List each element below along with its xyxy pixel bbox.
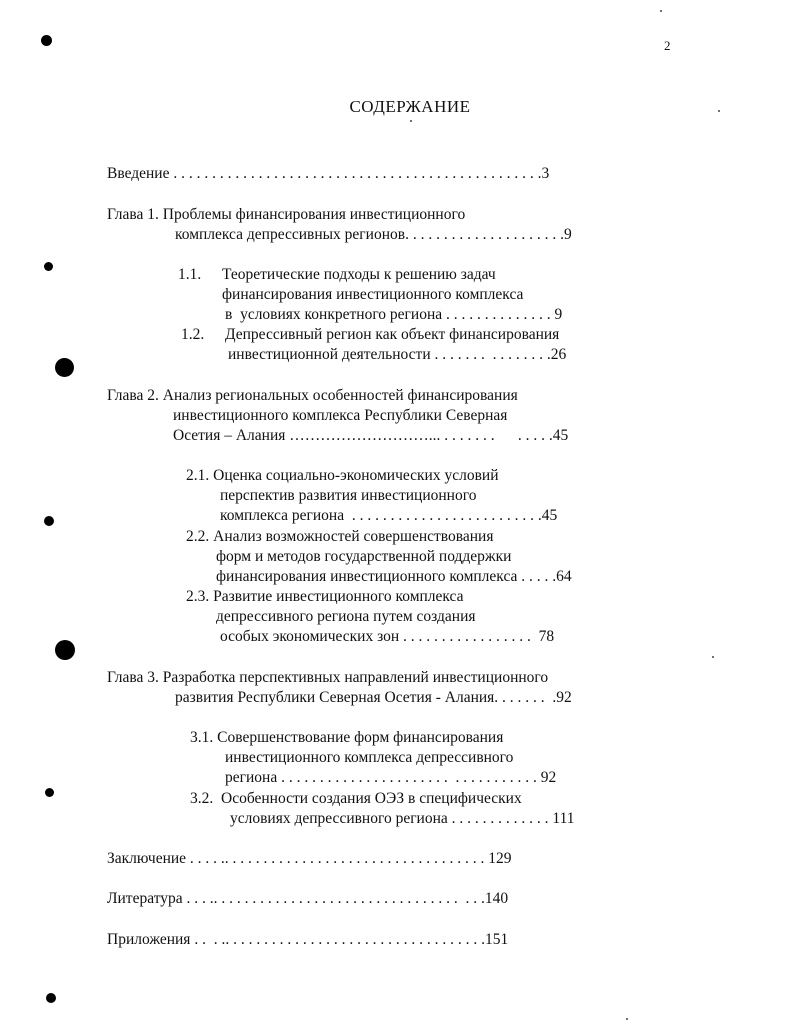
- toc-ch3-line2: развития Республики Северная Осетия - Алания. . . . . . . .92: [175, 689, 572, 706]
- toc-ch1-line1: Глава 1. Проблемы финансирования инвестиционного: [107, 206, 466, 223]
- toc-ch2-line3: Осетия – Алания ………………………... . . . . . . . . . . . .45: [173, 427, 569, 444]
- toc-s2-3-line1: 2.3. Развитие инвестиционного комплекса: [186, 588, 464, 605]
- toc-s2-2-line2: форм и методов государственной поддержки: [216, 548, 512, 565]
- toc-s2-1-line3: комплекса региона . . . . . . . . . . . . . . . . . . . . . . . . .45: [220, 507, 558, 524]
- scan-hole-7: [46, 993, 56, 1003]
- toc-ch3-line1: Глава 3. Разработка перспективных направлений инвестиционного: [107, 669, 549, 686]
- toc-s2-2-line1: 2.2. Анализ возможностей совершенствования: [186, 528, 494, 545]
- toc-s3-1-line1: 3.1. Совершенствование форм финансирования: [190, 729, 504, 746]
- toc-s3-1-line2: инвестиционного комплекса депрессивного: [225, 749, 514, 766]
- toc-s1-1-number: 1.1.: [178, 266, 202, 283]
- toc-ch2-line2: инвестиционного комплекса Республики Северная: [173, 407, 508, 424]
- toc-s1-2-line1: Депрессивный регион как объект финансирования: [225, 326, 560, 343]
- toc-s3-1-line3: региона . . . . . . . . . . . . . . . . . . . . . . . . . . . . . . . . . 92: [225, 769, 557, 786]
- toc-s2-3-line3: особых экономических зон . . . . . . . . . . . . . . . . . 78: [220, 628, 555, 645]
- toc-s1-2-number: 1.2.: [181, 326, 205, 343]
- toc-s1-2-line2: инвестиционной деятельности . . . . . . . . . . . . . . .26: [228, 346, 567, 363]
- page-number: 2: [664, 38, 671, 53]
- page-title: СОДЕРЖАНИЕ: [349, 97, 471, 116]
- toc-conclusion: Заключение . . . . .. . . . . . . . . . . . . . . . . . . . . . . . . . . . . . . . . . 129: [107, 850, 512, 867]
- toc-s1-1-line3: в условиях конкретного региона . . . . . . . . . . . . . . 9: [225, 306, 563, 323]
- toc-s1-1-line1: Теоретические подходы к решению задач: [222, 266, 496, 283]
- scan-hole-1: [41, 35, 52, 46]
- toc-intro: Введение . . . . . . . . . . . . . . . . . . . . . . . . . . . . . . . . . . . . . . . . . . . . . . . .3: [107, 165, 550, 182]
- toc-ch1-line2: комплекса депрессивных регионов. . . . . . . . . . . . . . . . . . . . .9: [175, 226, 572, 243]
- scan-speck: [626, 1018, 628, 1020]
- scan-hole-6: [45, 788, 54, 797]
- toc-s3-2-line1: 3.2. Особенности создания ОЭЗ в специфических: [190, 790, 522, 807]
- toc-s2-3-line2: депрессивного региона путем создания: [216, 608, 476, 625]
- toc-s1-1-line2: финансирования инвестиционного комплекса: [222, 286, 524, 303]
- scan-hole-3: [55, 358, 74, 377]
- toc-literature: Литература . . . .. . . . . . . . . . . . . . . . . . . . . . . . . . . . . . . . . . .140: [107, 890, 509, 907]
- scan-hole-4: [44, 516, 54, 526]
- scan-speck: [712, 656, 714, 658]
- toc-ch2-line1: Глава 2. Анализ региональных особенностей финансирования: [107, 387, 518, 404]
- toc-appendices: Приложения . . . .. . . . . . . . . . . . . . . . . . . . . . . . . . . . . . . . . .151: [107, 931, 509, 948]
- toc-s2-1-line1: 2.1. Оценка социально-экономических условий: [186, 467, 499, 484]
- toc-s2-2-line3: финансирования инвестиционного комплекса . . . . .64: [216, 568, 572, 585]
- scan-hole-5: [55, 640, 75, 660]
- scan-speck: [660, 10, 662, 12]
- scan-speck: [410, 120, 412, 122]
- scan-hole-2: [44, 262, 53, 271]
- toc-s3-2-line2: условиях депрессивного региона . . . . . . . . . . . . . 111: [230, 810, 575, 827]
- toc-s2-1-line2: перспектив развития инвестиционного: [220, 487, 477, 504]
